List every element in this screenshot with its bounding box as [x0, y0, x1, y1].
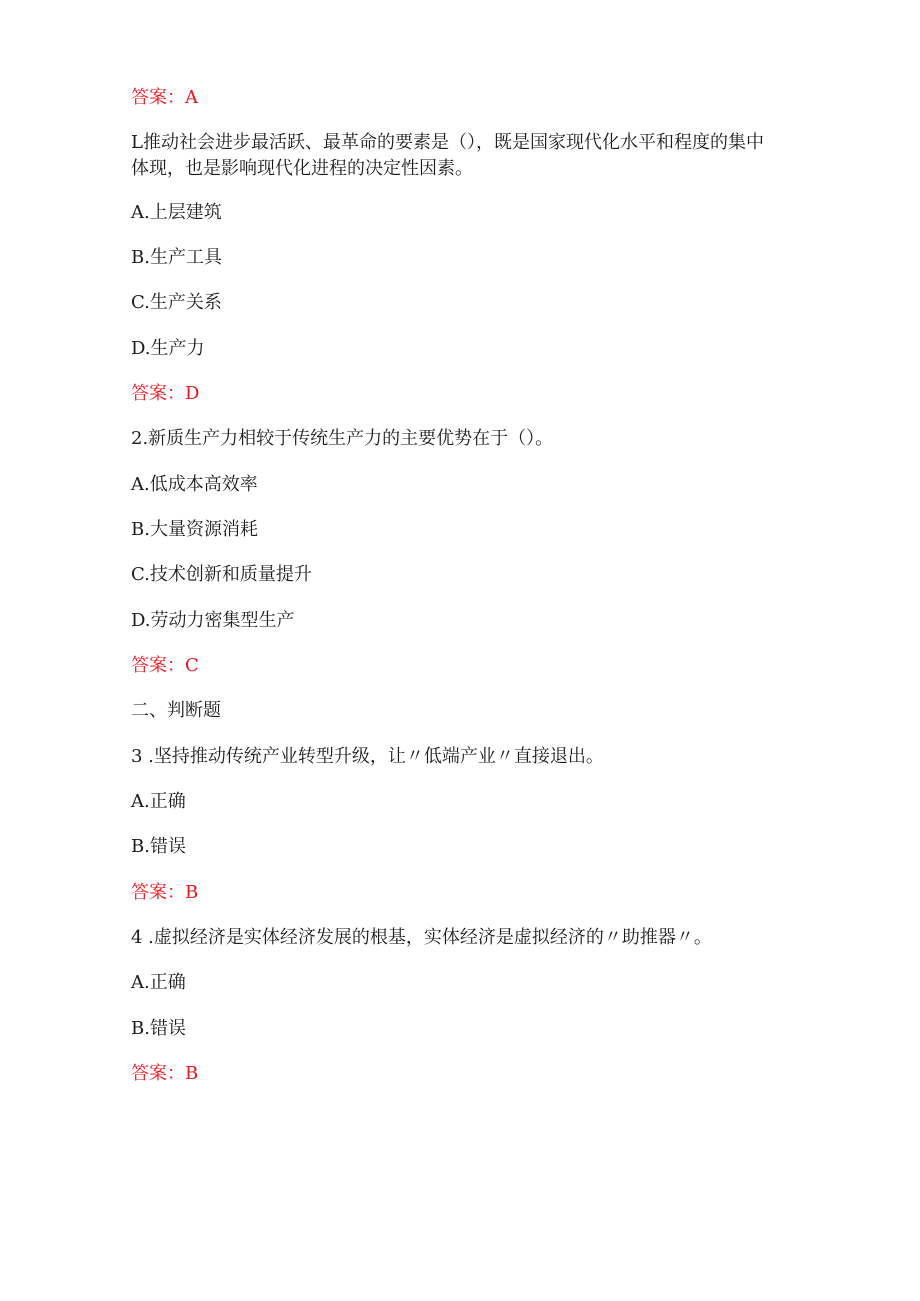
question-3-option-b: B.错误: [131, 836, 186, 857]
question-2-option-a: A.低成本高效率: [131, 474, 258, 495]
question-4-text: 4 .虚拟经济是实体经济发展的根基，实体经济是虚拟经济的〃助推器〃。: [131, 927, 712, 948]
question-1-option-a: A.上层建筑: [131, 202, 222, 223]
section-heading: 二、判断题: [131, 700, 221, 721]
question-2-option-d: D.劳动力密集型生产: [131, 610, 295, 631]
question-1-option-b: B.生产工具: [131, 247, 222, 268]
question-2-answer: 答案：C: [131, 655, 199, 676]
question-2-text: 2.新质生产力相较于传统生产力的主要优势在于（）。: [131, 428, 554, 449]
question-1-option-d: D.生产力: [131, 338, 205, 359]
question-3-text: 3 .坚持推动传统产业转型升级，让〃低端产业〃直接退出。: [131, 746, 604, 767]
answer-label: 答案：A: [131, 87, 198, 108]
question-4-option-a: A.正确: [131, 972, 186, 993]
question-3-option-a: A.正确: [131, 791, 186, 812]
question-2-option-c: C.技术创新和质量提升: [131, 564, 312, 585]
question-3-answer: 答案：B: [131, 882, 199, 903]
question-1-text: L推动社会进步最活跃、最革命的要素是（），既是国家现代化水平和程度的集中体现，也是影响现代化进程的决定性因素。: [131, 132, 764, 179]
question-2-option-b: B.大量资源消耗: [131, 519, 258, 540]
question-4-answer: 答案：B: [131, 1063, 199, 1084]
question-4-option-b: B.错误: [131, 1018, 186, 1039]
question-1-option-c: C.生产关系: [131, 292, 222, 313]
question-1-answer: 答案：D: [131, 383, 200, 404]
